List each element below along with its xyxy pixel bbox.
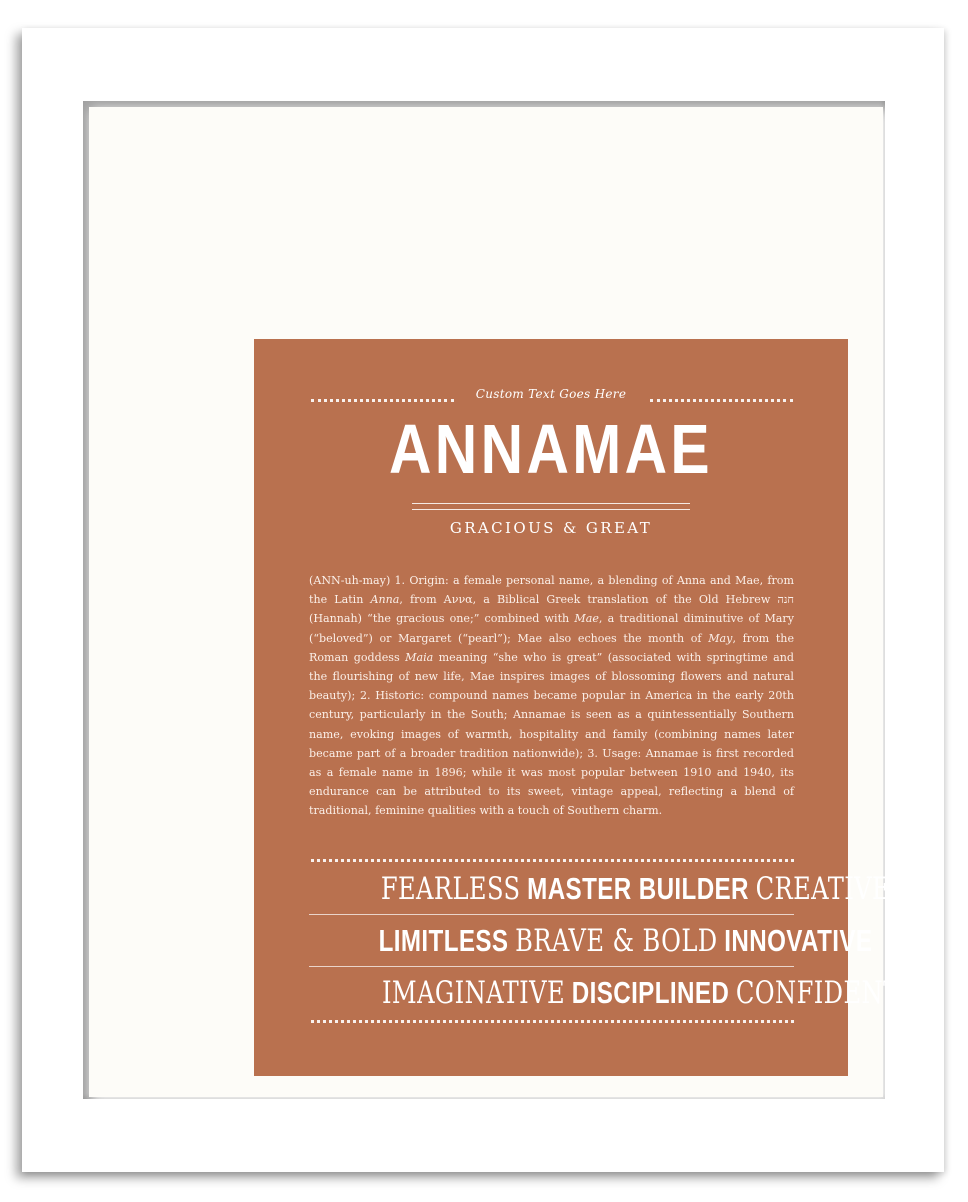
trait-row-3 xyxy=(309,975,900,1011)
custom-text: Custom Text Goes Here xyxy=(475,387,627,401)
name-print xyxy=(254,339,900,1076)
name-definition: (ANN-uh-may) 1. Origin: a female personal name, a blending of Anna and Mae, from the Latin Anna, from Αννα, a Biblical Greek translation of the Old Hebrew חנה (Hannah) “the gracious one;” combined with Mae, a traditional diminutive of Mary (“beloved”) or Margaret (“pearl”); Mae also echoes the month of May, from the Roman goddess Maia meaning “she who is great” (associated with springtime and the flourishing of new life, Mae inspires images of blossoming flowers and natural beauty); 2. Historic: compound names became popular in America in the early 20th century, particularly in the South; Annamae is seen as a quintessentially Southern name, evoking images of warmth, hospitality and family (combining names later became part of a broader tradition nationwide); 3. Usage: Annamae is first recorded as a female name in 1896; while it was most popular between 1910 and 1940, its endurance can be attributed to its sweet, vintage appeal, reflecting a blend of traditional, feminine qualities with a touch of Southern charm. xyxy=(309,574,795,818)
trait-word: LIMITLESS xyxy=(378,923,509,958)
trait-word: MASTER BUILDER xyxy=(527,871,749,906)
trait-word: IMAGINATIVE xyxy=(381,975,566,1011)
picture-frame xyxy=(22,28,944,1172)
trait-row-rule xyxy=(309,914,794,915)
trait-word: CONFIDENT xyxy=(735,975,900,1011)
trait-row-1 xyxy=(309,871,891,907)
trait-word: BRAVE & BOLD xyxy=(515,923,718,959)
trait-word: FEARLESS xyxy=(380,871,521,907)
trait-row-2 xyxy=(309,923,873,959)
trait-word: INNOVATIVE xyxy=(724,923,873,958)
trait-word: DISCIPLINED xyxy=(571,975,730,1010)
trait-row-rule xyxy=(309,966,794,967)
trait-word: CREATIVE xyxy=(755,871,891,907)
name-title: ANNAMAE xyxy=(388,410,714,488)
mat-opening xyxy=(83,101,900,1099)
dotted-divider-traits-top xyxy=(311,859,794,862)
name-meaning-subtitle: GRACIOUS & GREAT xyxy=(449,519,653,537)
mat-board xyxy=(89,107,900,1097)
dotted-divider-right xyxy=(650,399,793,402)
title-rule-bottom xyxy=(412,509,690,510)
dotted-divider-traits-bottom xyxy=(311,1020,794,1023)
title-rule-top xyxy=(412,503,690,504)
